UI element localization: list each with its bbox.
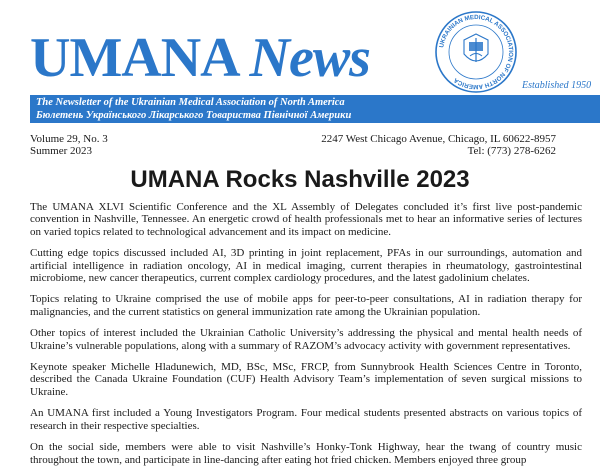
article-body [30,201,582,475]
issue-volume: Volume 29, No. 3 [30,133,108,145]
mailing-address: 2247 West Chicago Avenue, Chicago, IL 60622-8957 [321,133,556,145]
article-paragraph: Topics relating to Ukraine comprised the use of mobile apps for peer-to-peer consultations, AI in radiation therapy for malignancies, and the current statistics on general immunization rate among the Ukrainian population. [30,293,582,318]
brand-accent: News [249,27,370,89]
issue-season: Summer 2023 [30,145,93,157]
subtitle-banner [30,95,600,123]
article-headline: UMANA Rocks Nashville 2023 [130,166,470,193]
article-paragraph: Cutting edge topics discussed included AI, 3D printing in joint replacement, PFAs in our surroundings, automation and artificial intelligence in radiation oncology, AI in medical imaging, current therapies in rheumatology, gastrointestinal microbiome, new cancer therapeutics, current complex cardiology procedures, and the latest gadolinium chelates. [30,247,582,285]
association-seal-logo [434,10,518,94]
phone-number: Tel: (773) 278-6262 [467,145,556,157]
article-paragraph: An UMANA first included a Young Investigators Program. Four medical students presented abstracts on various topics of research in their respective specialties. [30,407,582,432]
article-paragraph: On the social side, members were able to visit Nashville’s Honky-Tonk Highway, hear the twang of country music throughout the town, and participate in line-dancing after eating hot fried chicken. Members enjoyed three group [30,441,582,466]
masthead [0,0,600,130]
brand-main: UMANA [30,27,237,89]
established-year: Established 1950 [522,80,592,91]
article-paragraph: The UMANA XLVI Scientific Conference and the XL Assembly of Delegates concluded it’s first live post-pandemic convention in Nashville, Tennessee. An energetic crowd of health professionals met to hear an informative series of lectures on varied topics related to technological advancement and its impact on medicine. [30,201,582,238]
issue-info [30,133,108,157]
seal-text: UKRAINIAN MEDICAL ASSOCIATION OF NORTH AMERICA [438,13,515,91]
subtitle-ukrainian: Бюлетень Українського Лікарського Товариства Північної Америки [36,110,352,121]
article-paragraph: Keynote speaker Michelle Hladunewich, MD, BSc, MSc, FRCP, from Sunnybrook Health Sciences Centre in Toronto, described the Canada Ukraine Foundation (CUF) Health Advisory Team’s implementation of seven surgical missions to Ukraine. [30,361,582,398]
article-paragraph: Other topics of interest included the Ukrainian Catholic University’s addressing the physical and mental health needs of Ukraine’s vulnerable populations, along with a summary of RAZOM’s advocacy activity with government representatives. [30,327,582,352]
subtitle-english: The Newsletter of the Ukrainian Medical Association of North America [36,97,345,108]
newsletter-title [30,27,370,89]
contact-info [321,133,556,157]
